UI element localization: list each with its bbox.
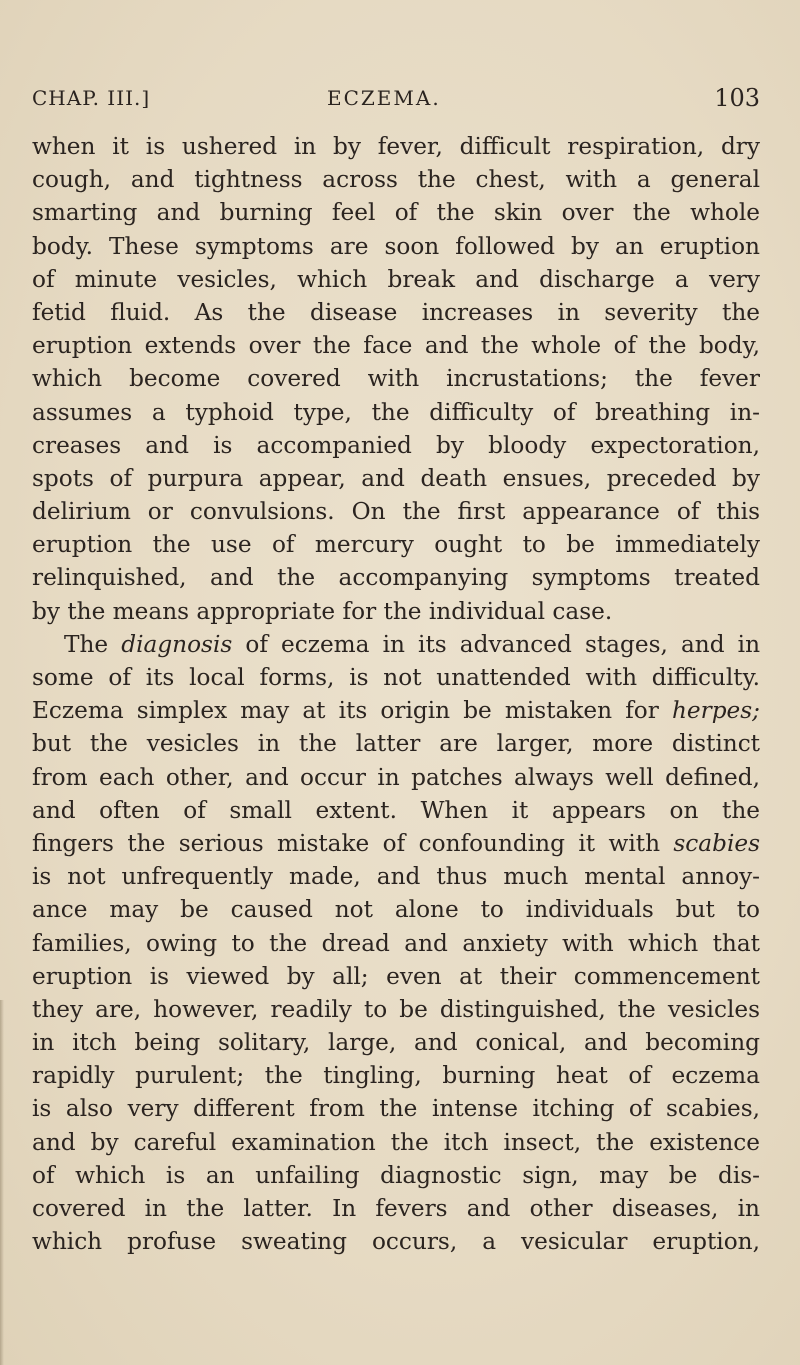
text-run: in itch being solitary, large, and conical, and becoming <box>32 1029 760 1057</box>
text-line <box>32 628 760 661</box>
text-run: by the means appropriate for the individual case. <box>32 597 613 625</box>
chapter-label: CHAP. III.] <box>32 86 151 110</box>
text-line <box>32 727 760 760</box>
text-line <box>32 860 760 893</box>
text-run: from each other, and occur in patches always well defined, <box>32 763 760 791</box>
page-edge-shadow <box>0 1000 4 1365</box>
text-run: fetid fluid. As the disease increases in severity the <box>32 298 760 326</box>
italic-term: scabies <box>673 829 760 857</box>
text-run: is not unfrequently made, and thus much mental annoy- <box>32 863 760 891</box>
text-run: creases and is accompanied by bloody expectoration, <box>32 431 760 459</box>
text-run: The <box>64 630 122 658</box>
text-run: and often of small extent. When it appears on the <box>32 796 760 824</box>
text-line <box>32 230 760 263</box>
text-line <box>32 1026 760 1059</box>
text-run: which profuse sweating occurs, a vesicular eruption, <box>32 1228 760 1256</box>
text-line <box>32 362 760 395</box>
text-run: smarting and burning feel of the skin over the whole <box>32 199 760 227</box>
text-line <box>32 196 760 229</box>
text-line <box>32 893 760 926</box>
text-run: eruption the use of mercury ought to be immediately <box>32 531 760 559</box>
text-run: Eczema simplex may at its origin be mistaken for <box>32 697 672 725</box>
text-line <box>32 1192 760 1225</box>
text-line <box>32 595 760 628</box>
text-run: body. These symptoms are soon followed by an eruption <box>32 232 760 260</box>
text-run: is also very different from the intense itching of scabies, <box>32 1095 760 1123</box>
page-number: 103 <box>714 84 760 112</box>
text-line <box>32 329 760 362</box>
italic-term: herpes; <box>671 697 760 725</box>
text-line <box>32 927 760 960</box>
text-line <box>32 396 760 429</box>
text-run: when it is ushered in by fever, difficult respiration, dry <box>32 133 760 160</box>
text-line <box>32 694 760 727</box>
text-run: rapidly purulent; the tingling, burning heat of eczema <box>32 1062 760 1090</box>
text-line <box>32 263 760 296</box>
text-line <box>32 495 760 528</box>
text-line <box>32 1059 760 1092</box>
text-line <box>32 960 760 993</box>
text-line <box>32 761 760 794</box>
text-line <box>32 1159 760 1192</box>
text-run: eruption is viewed by all; even at their commencement <box>32 962 760 990</box>
text-run: of minute vesicles, which break and discharge a very <box>32 265 760 293</box>
text-line <box>32 462 760 495</box>
text-run: families, owing to the dread and anxiety with which that <box>32 929 760 957</box>
italic-term: diagnosis <box>121 630 233 658</box>
text-run: covered in the latter. In fevers and other diseases, in <box>32 1195 760 1222</box>
text-run: some of its local forms, is not unattended with difficulty. <box>32 664 760 691</box>
text-run: delirium or convulsions. On the first appearance of this <box>32 498 760 526</box>
text-run: eruption extends over the face and the whole of the body, <box>32 332 760 360</box>
text-line <box>32 296 760 329</box>
text-line <box>32 130 760 163</box>
text-run: they are, however, readily to be distinguished, the vesicles <box>32 995 760 1023</box>
text-run: but the vesicles in the latter are larger, more distinct <box>32 730 760 758</box>
text-run: assumes a typhoid type, the difficulty of breathing in- <box>32 398 760 426</box>
text-run: fingers the serious mistake of confounding it with <box>32 829 674 857</box>
text-line <box>32 993 760 1026</box>
running-header <box>32 86 760 126</box>
text-run: spots of purpura appear, and death ensues, preceded by <box>32 464 760 492</box>
text-line <box>32 528 760 561</box>
text-run: ance may be caused not alone to individuals but to <box>32 896 760 924</box>
text-line <box>32 163 760 196</box>
text-line <box>32 661 760 694</box>
text-line <box>32 429 760 462</box>
text-run: of which is an unfailing diagnostic sign, may be dis- <box>32 1161 760 1189</box>
text-line <box>32 561 760 594</box>
text-run: relinquished, and the accompanying symptoms treated <box>32 564 760 592</box>
text-line <box>32 794 760 827</box>
text-line <box>32 1092 760 1125</box>
text-run: of eczema in its advanced stages, and in <box>232 630 760 658</box>
running-title: ECZEMA. <box>327 86 441 110</box>
text-line <box>32 1126 760 1159</box>
text-line <box>32 827 760 860</box>
text-run: and by careful examination the itch insect, the existence <box>32 1128 760 1156</box>
body-text <box>32 130 760 1258</box>
text-run: which become covered with incrustations; the fever <box>32 365 760 393</box>
text-line <box>32 1225 760 1258</box>
text-run: cough, and tightness across the chest, with a general <box>32 166 760 194</box>
